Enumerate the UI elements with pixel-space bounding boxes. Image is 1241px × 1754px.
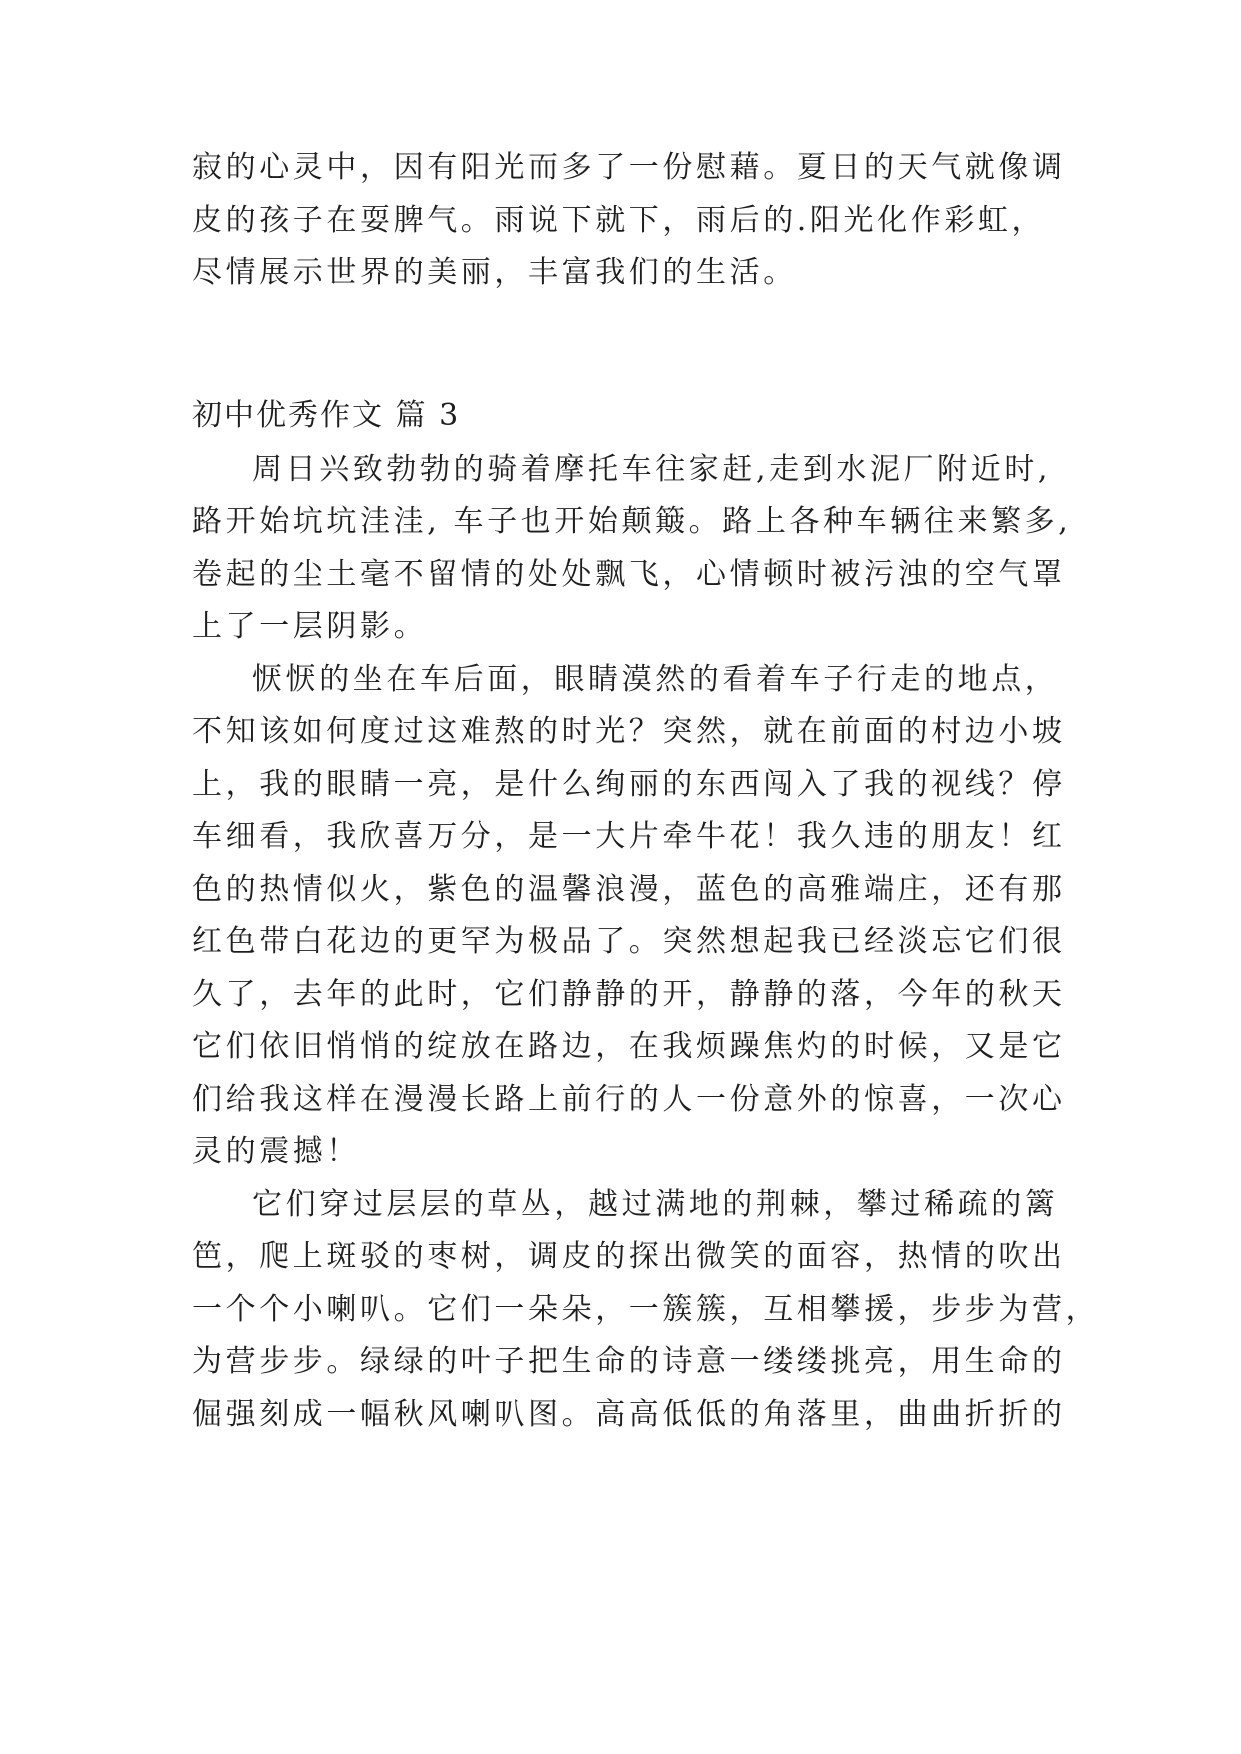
text-line: 周日兴致勃勃的骑着摩托车往家赶,走到水泥厂附近时,	[252, 452, 1052, 487]
text-line: 倔强刻成一幅秋风喇叭图。高高低低的角落里，曲曲折折的	[192, 1397, 1066, 1432]
text-line: 它们依旧悄悄的绽放在路边，在我烦躁焦灼的时候，又是它	[192, 1029, 1066, 1064]
text-line: 卷起的尘土毫不留情的处处飘飞，心情顿时被污浊的空气罩	[192, 557, 1066, 592]
text-line: 路开始坑坑洼洼, 车子也开始颠簸。路上各种车辆往来繁多,	[192, 504, 1072, 539]
text-line: 上，我的眼睛一亮，是什么绚丽的东西闯入了我的视线？停	[192, 767, 1066, 802]
essay-heading: 初中优秀作文 篇 3	[192, 398, 461, 433]
text-line: 不知该如何度过这难熬的时光？突然，就在前面的村边小坡	[192, 714, 1066, 749]
text-line: 为营步步。绿绿的叶子把生命的诗意一缕缕挑亮，用生命的	[192, 1344, 1066, 1379]
text-line: 色的热情似火，紫色的温馨浪漫，蓝色的高雅端庄，还有那	[192, 872, 1066, 907]
text-line: 皮的孩子在耍脾气。雨说下就下，雨后的.阳光化作彩虹，	[192, 203, 1046, 238]
text-line: 红色带白花边的更罕为极品了。突然想起我已经淡忘它们很	[192, 924, 1066, 959]
text-line: 尽情展示世界的美丽，丰富我们的生活。	[192, 255, 797, 290]
text-line: 久了，去年的此时，它们静静的开，静静的落，今年的秋天	[192, 977, 1066, 1012]
text-line: 它们穿过层层的草丛，越过满地的荆棘，攀过稀疏的篱	[252, 1187, 1059, 1222]
text-line: 灵的震撼！	[192, 1134, 360, 1169]
text-line: 们给我这样在漫漫长路上前行的人一份意外的惊喜，一次心	[192, 1082, 1066, 1117]
text-line: 上了一层阴影。	[192, 609, 428, 644]
text-line: 一个个小喇叭。它们一朵朵，一簇簇，互相攀援，步步为营，	[192, 1292, 1100, 1327]
text-line: 笆，爬上斑驳的枣树，调皮的探出微笑的面容，热情的吹出	[192, 1239, 1066, 1274]
text-line: 寂的心灵中，因有阳光而多了一份慰藉。夏日的天气就像调	[192, 150, 1066, 185]
text-line: 恹恹的坐在车后面，眼睛漠然的看着车子行走的地点，	[252, 662, 1059, 697]
text-line: 车细看，我欣喜万分，是一大片牵牛花！我久违的朋友！红	[192, 819, 1066, 854]
